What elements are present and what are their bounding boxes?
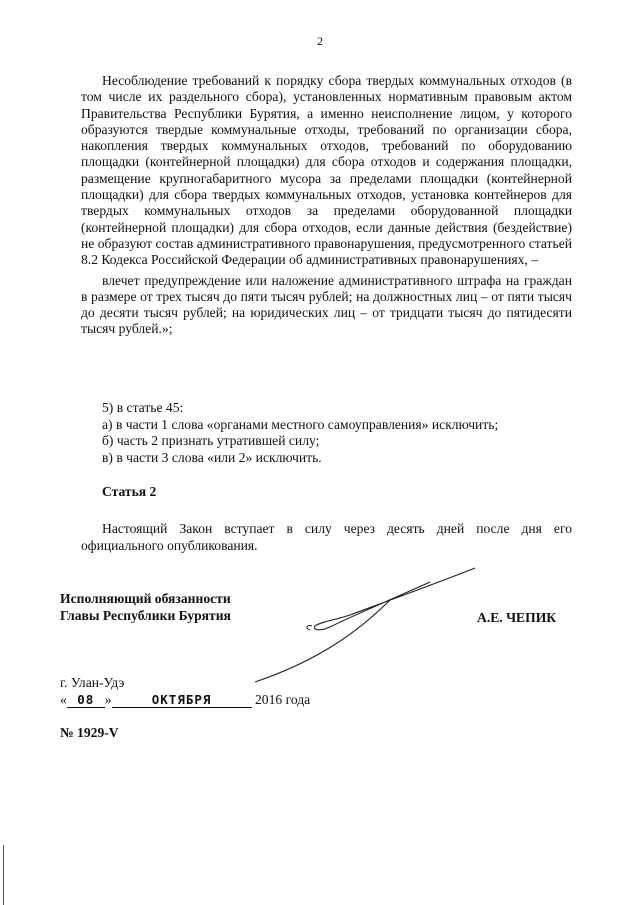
list-item: а) в части 1 слова «органами местного самоуправления» исключить; bbox=[102, 416, 499, 432]
violation-paragraph: Несоблюдение требований к порядку сбора твердых коммунальных отходов (в том числе их раздельного сбора), установленных нормативным правовым актом Правительства Республики Бурятия, а именно неисполнение лицом, у которого образуются твердые коммунальные отходы, требований по организации сбора, накопления твердых коммунальных отходов, требований по оборудованию площадки (контейнерной площадки) для сбора отходов и содержания площадки, размещение крупногабаритного мусора за пределами площадки (контейнерной площадки) для сбора твердых коммунальных отходов, установка контейнеров для твердых коммунальных отходов за пределами оборудованной площадки (контейнерной площадки) для сбора отходов, если данные действия (бездействие) не образуют состав административного правонарушения, предусмотренного статьей 8.2 Кодекса Российской Федерации об административных правонарушениях, – bbox=[81, 73, 572, 268]
date-day: 08 bbox=[67, 692, 105, 708]
signing-date bbox=[60, 692, 310, 708]
handwritten-signature bbox=[240, 560, 480, 700]
article-45-amendments bbox=[102, 400, 498, 466]
signer-title-line: Исполняющий обязанности bbox=[60, 591, 231, 606]
article-heading: Статья 2 bbox=[102, 484, 157, 499]
list-intro: 5) в статье 45: bbox=[102, 400, 184, 415]
list-item: б) часть 2 признать утратившей силу; bbox=[102, 433, 320, 448]
signer-name: А.Е. ЧЕПИК bbox=[477, 610, 557, 625]
scan-edge-line bbox=[3, 845, 4, 905]
date-month: ОКТЯБРЯ bbox=[112, 692, 252, 708]
place-of-signing: г. Улан-Удэ bbox=[60, 675, 125, 690]
law-number: № 1929-V bbox=[60, 725, 119, 740]
amendment-text bbox=[81, 73, 572, 338]
date-year: 2016 года bbox=[255, 692, 311, 707]
date-close-quote: » bbox=[104, 692, 112, 707]
signer-title-line: Главы Республики Бурятия bbox=[60, 608, 231, 623]
entry-into-force-paragraph: Настоящий Закон вступает в силу через десять дней после дня его официального опубликования. bbox=[81, 521, 572, 553]
list-item: в) в части 3 слова «или 2» исключить. bbox=[102, 449, 322, 465]
penalty-paragraph: влечет предупреждение или наложение административного штрафа на граждан в размере от трех тысяч до пяти тысяч рублей; на должностных лиц – от пяти тысяч до десяти тысяч рублей; на юридических лиц – от тридцати тысяч до пятидесяти тысяч рублей.»; bbox=[81, 272, 572, 337]
signer-title bbox=[60, 590, 231, 624]
date-open-quote: « bbox=[60, 692, 67, 707]
page-number: 2 bbox=[317, 34, 323, 48]
